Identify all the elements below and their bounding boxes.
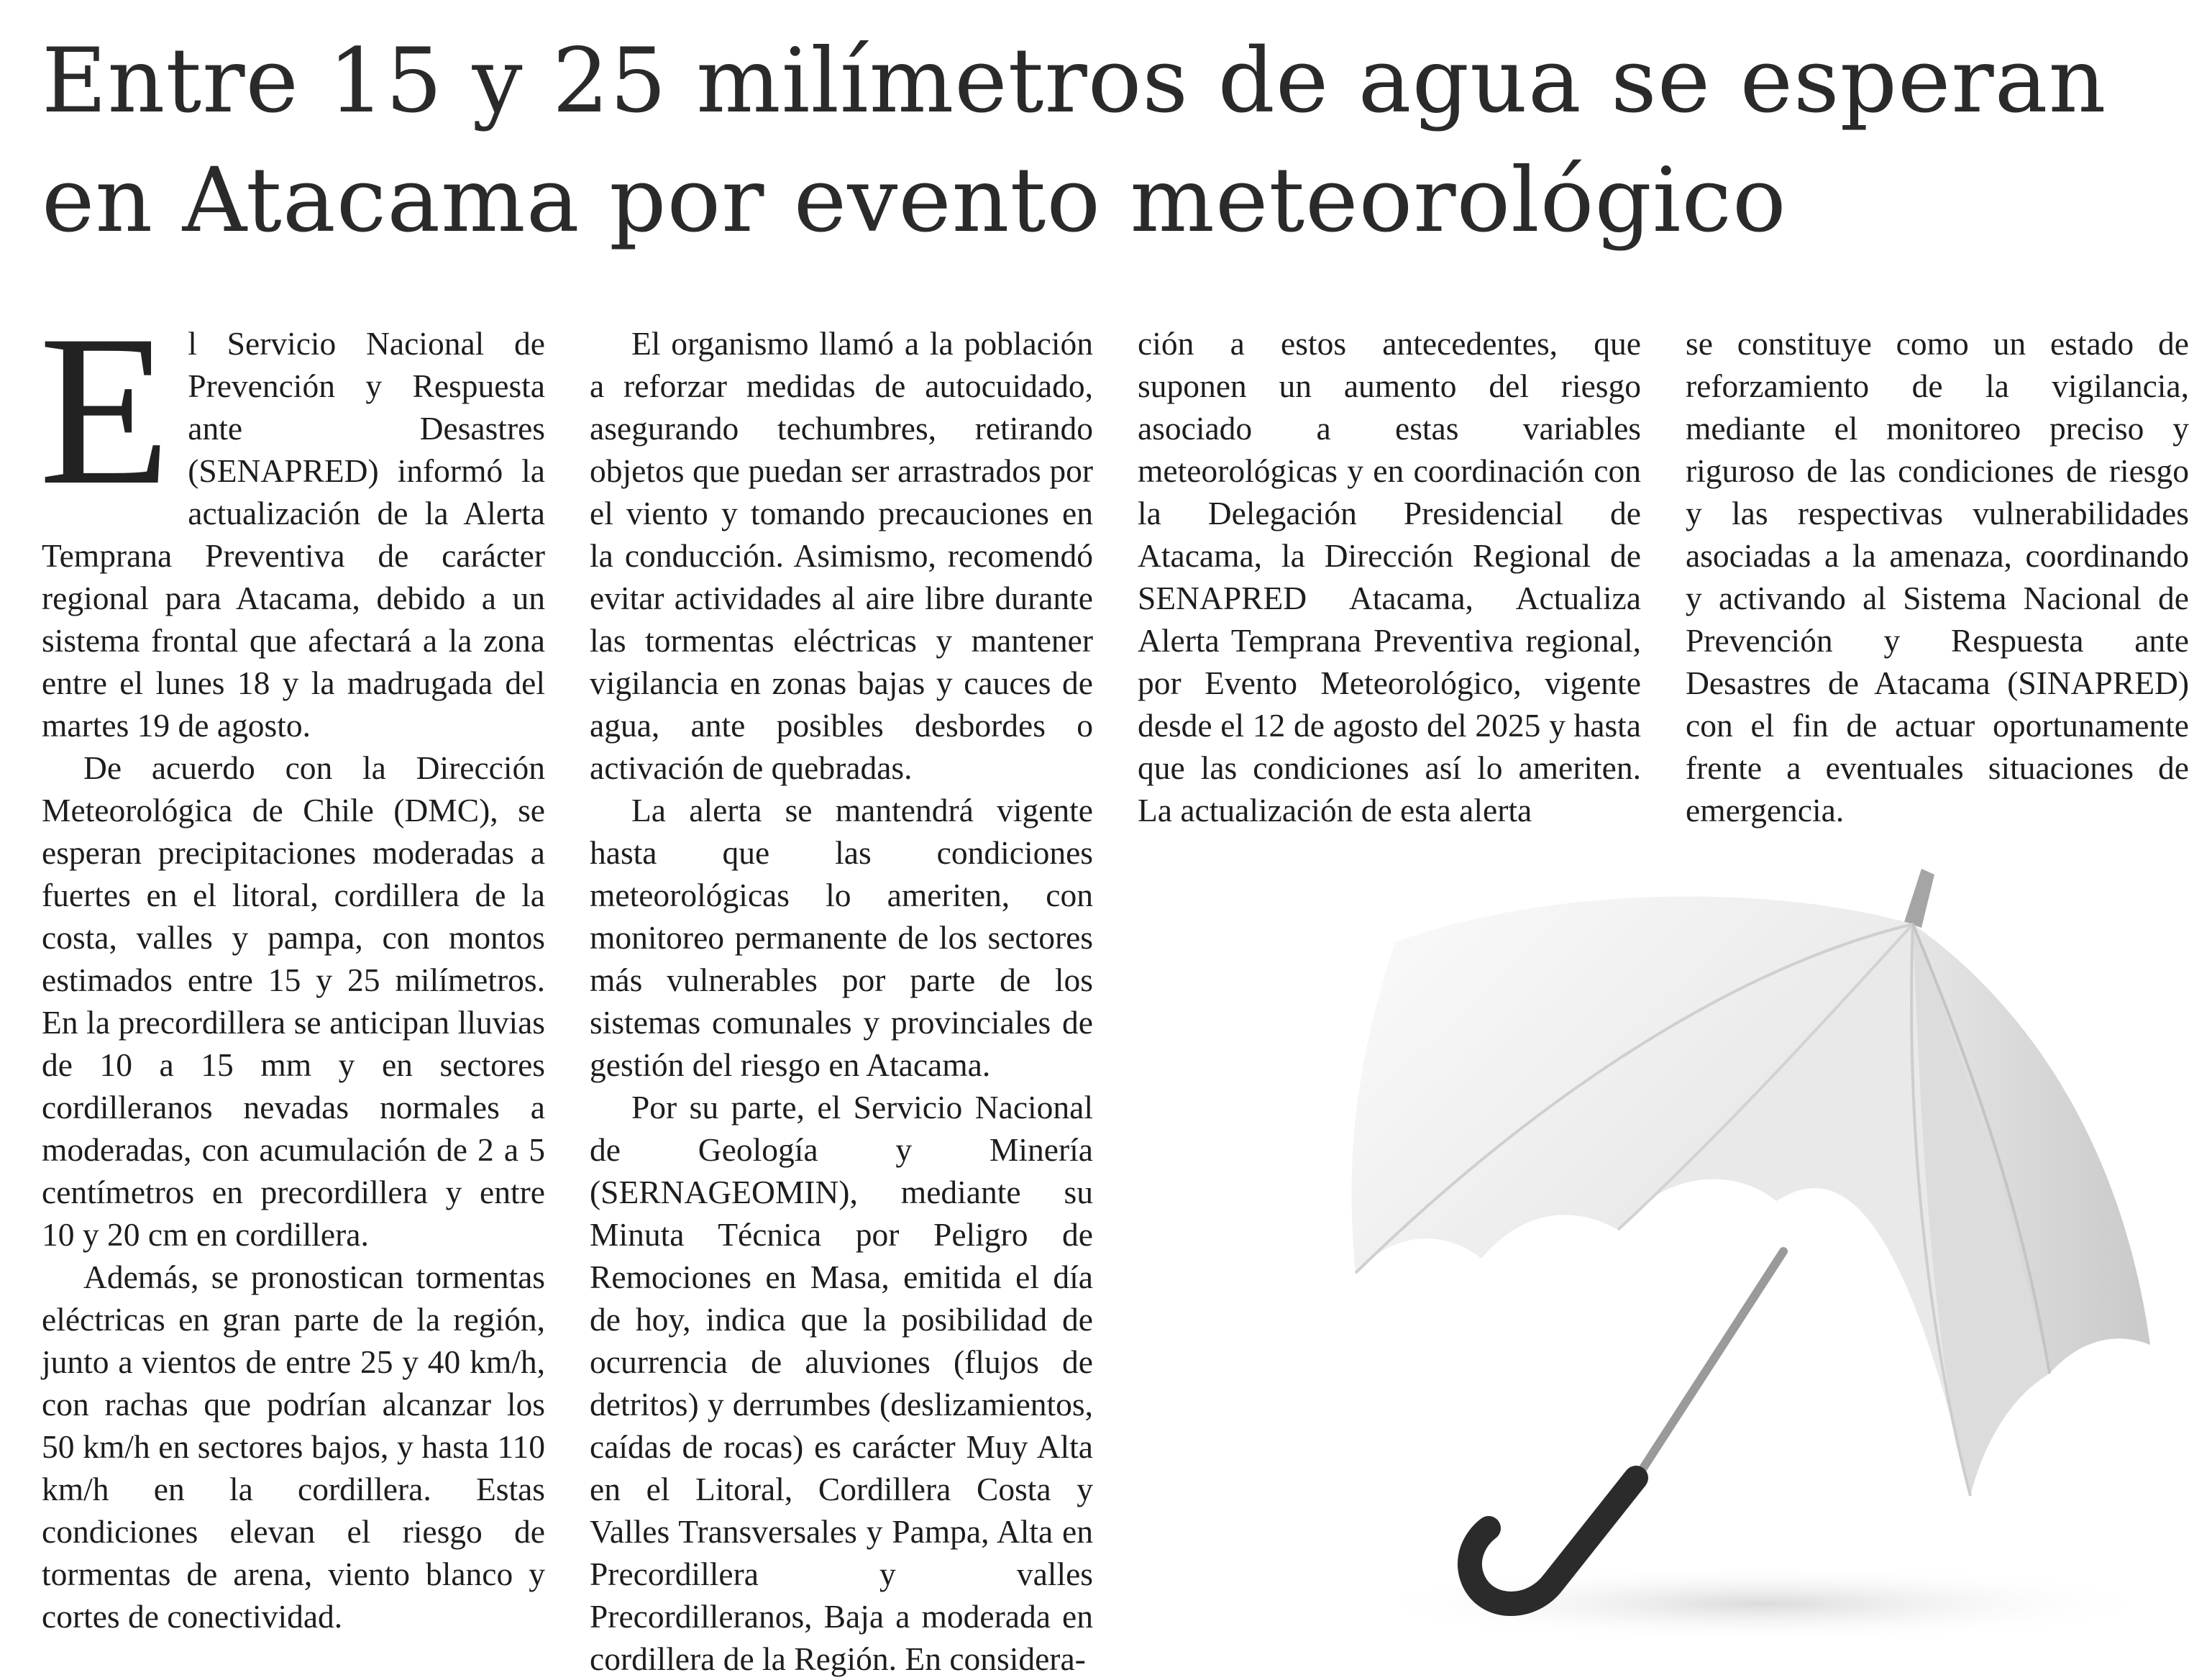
paragraph-5: La alerta se mantendrá vigente hasta que las condiciones meteorológicas lo ameriten, con monitoreo permanente de los sectores más vulnerables por parte de los sistemas comunales y provinciales de gestión del riesgo en Atacama. xyxy=(590,792,1093,1083)
paragraph-2: De acuerdo con la Dirección Meteorológica de Chile (DMC), se esperan precipitaciones moderadas a fuertes en el litoral, cordillera de la costa, valles y pampa, con montos estimados entre 15 y 25 milímetros. En la precordillera se anticipan lluvias de 10 a 15 mm y en sectores cordilleranos nevadas normales a moderadas, con acumulación de 2 a 5 centímetros en precordillera y entre 10 y 20 cm en cordillera. xyxy=(42,749,545,1253)
umbrella-tip xyxy=(1904,869,1934,928)
headline xyxy=(42,22,2185,260)
article-column-3 xyxy=(1138,322,1641,831)
umbrella-shaft xyxy=(1625,1251,1783,1496)
paragraph-4: El organismo llamó a la población a reforzar medidas de autocuidado, asegurando techumbres, retirando objetos que puedan ser arrastrados por el viento y tomando precauciones en la conducción. Asimismo, recomendó evitar actividades al aire libre durante las tormentas eléctricas y mantener vigilancia en zonas bajas y cauces de agua, ante posibles desbordes o activación de quebradas. xyxy=(590,325,1093,786)
article-column-2 xyxy=(590,322,1093,1680)
article-column-1 xyxy=(39,291,545,1638)
paragraph-1-text: l Servicio Nacional de Prevención y Respuesta ante Desastres (SENAPRED) informó la actualización de la Alerta Temprana Preventiva de carácter regional para Atacama, debido a un sistema frontal que afectará a la zona entre el lunes 18 y la madrugada del martes 19 de agosto. xyxy=(42,325,545,744)
drop-cap: E xyxy=(39,291,171,529)
paragraph-8: se constituye como un estado de reforzamiento de la vigilancia, mediante el monitoreo preciso y riguroso de las condiciones de riesgo y las respectivas vulnerabilidades asociadas a la amenaza, coordinando y activando al Sistema Nacional de Prevención y Respuesta ante Desastres de Atacama (SINAPRED) con el fin de actuar oportunamente frente a eventuales situaciones de emergencia. xyxy=(1686,325,2189,828)
paragraph-7: ción a estos antecedentes, que suponen un aumento del riesgo asociado a estas variables meteorológicas y en coordinación con la Delegación Presidencial de Atacama, la Dirección Regional de SENAPRED Atacama, Actualiza Alerta Temprana Preventiva regional, por Evento Meteorológico, vigente desde el 12 de agosto del 2025 y hasta que las condiciones así lo ameriten. La actualización de esta alerta xyxy=(1138,325,1641,828)
paragraph-1 xyxy=(39,291,545,747)
paragraph-3: Además, se pronostican tormentas eléctricas en gran parte de la región, junto a vientos de entre 25 y 40 km/h, con rachas que podrían alcanzar los 50 km/h en sectores bajos, y hasta 110 km/h en la cordillera. Estas condiciones elevan el riesgo de tormentas de arena, viento blanco y cortes de conectividad. xyxy=(42,1259,545,1635)
article-column-4 xyxy=(1686,322,2189,831)
umbrella-icon xyxy=(1215,827,2186,1654)
headline-line-1: Entre 15 y 25 milímetros de agua se esperan xyxy=(42,29,2107,133)
headline-line-2: en Atacama por evento meteorológico xyxy=(42,149,1787,252)
paragraph-6: Por su parte, el Servicio Nacional de Geología y Minería (SERNAGEOMIN), mediante su Minuta Técnica por Peligro de Remociones en Masa, emitida el día de hoy, indica que la posibilidad de ocurrencia de aluviones (flujos de detritos) y derrumbes (deslizamientos, caídas de rocas) es carácter Muy Alta en el Litoral, Cordillera Costa y Valles Transversales y Pampa, Alta en Precordillera y valles Precordilleranos, Baja a moderada en cordillera de la Región. En considera- xyxy=(590,1089,1093,1677)
